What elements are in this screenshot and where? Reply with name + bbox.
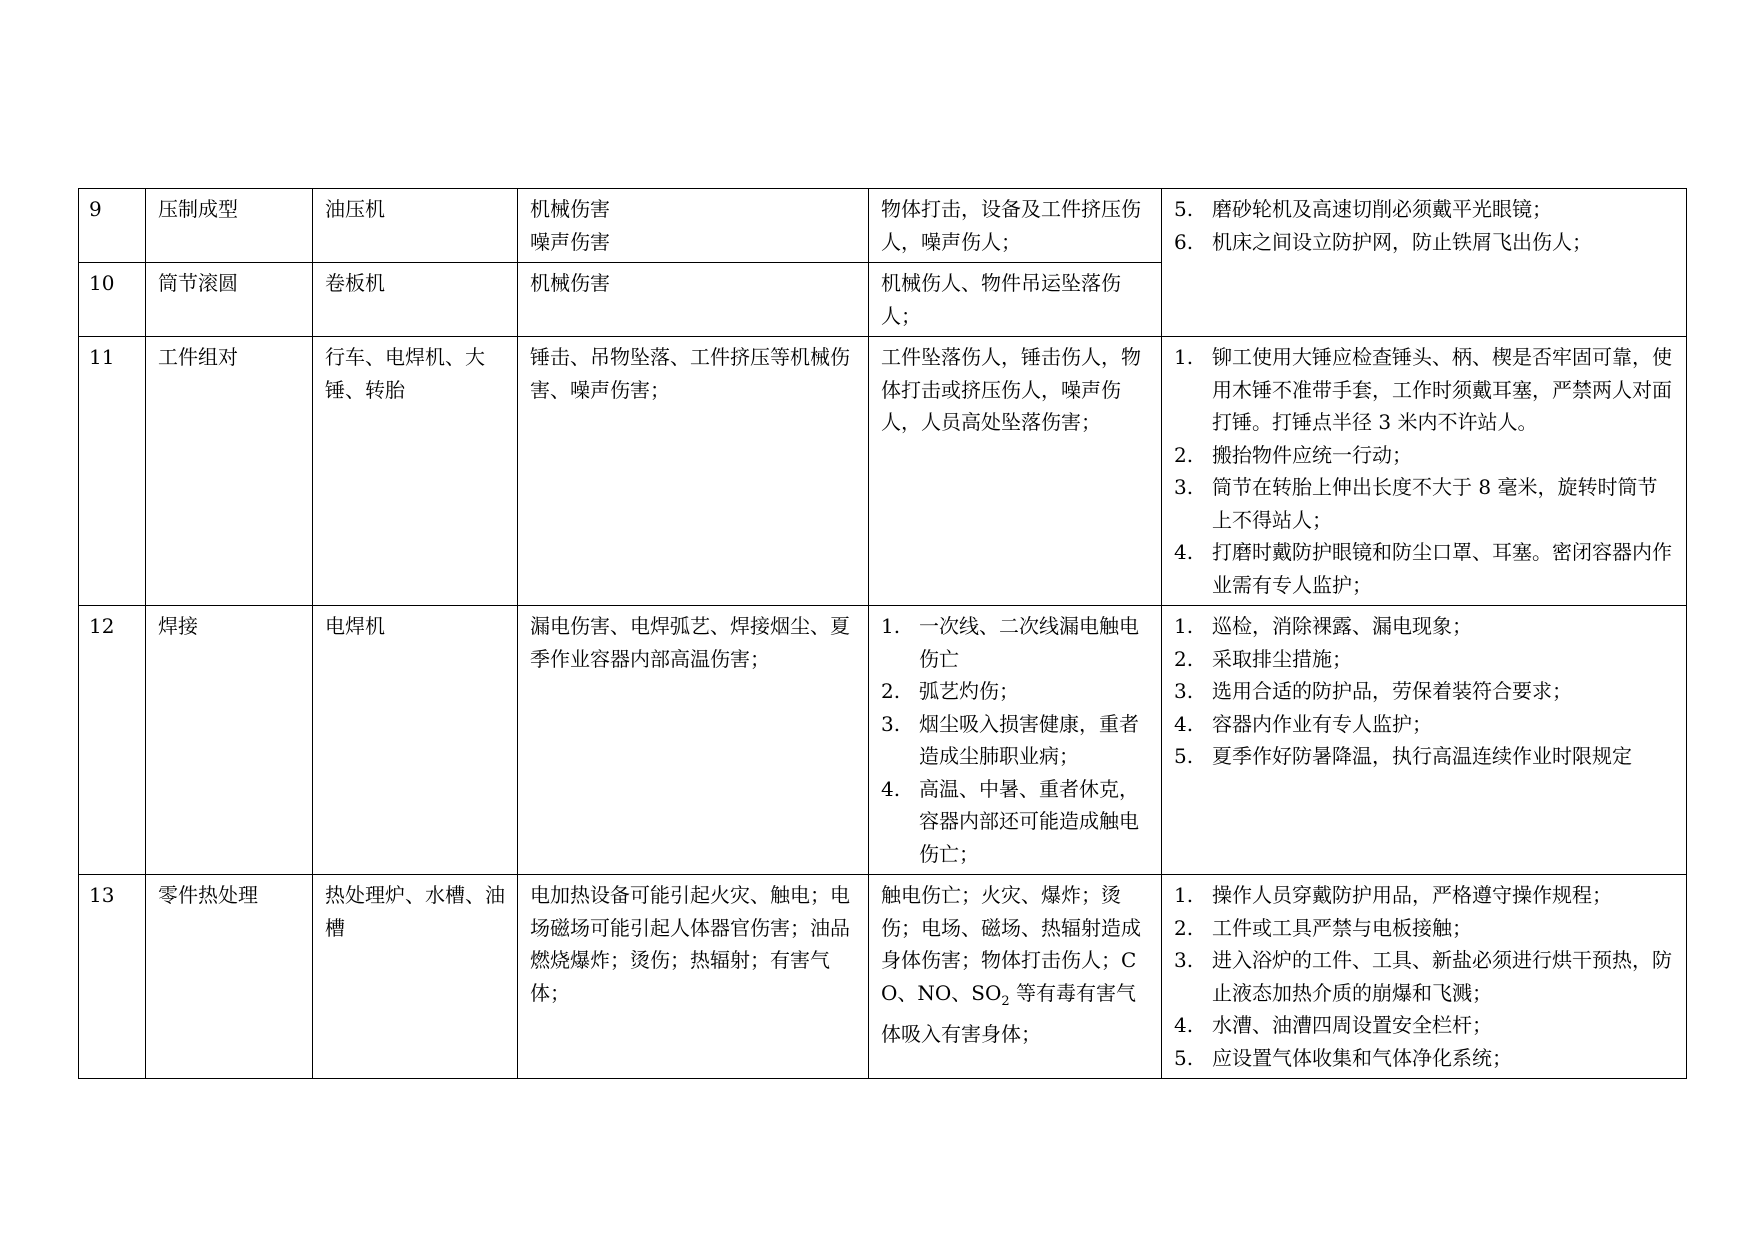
row-number: 13 (79, 875, 146, 1079)
subscript-two: 2 (1001, 993, 1010, 1009)
measure-item (1174, 643, 1676, 676)
consequence-cell (869, 875, 1162, 1079)
hazard-cell: 锤击、吊物坠落、工件挤压等机械伤害、噪声伤害； (518, 337, 869, 606)
hazard-cell: 电加热设备可能引起火灾、触电；电场磁场可能引起人体器官伤害；油品燃烧爆炸；烫伤；热辐射；有害气体； (518, 875, 869, 1079)
consequence-number: 2. (881, 679, 901, 703)
measure-text: 机床之间设立防护网，防止铁屑飞出伤人； (1212, 229, 1592, 254)
measure-number: 4. (1174, 1013, 1194, 1037)
measure-item (1174, 193, 1676, 226)
measure-text: 选用合适的防护品，劳保着装符合要求； (1212, 679, 1572, 703)
table-row (79, 337, 1687, 606)
measure-text: 铆工使用大锤应检查锤头、柄、楔是否牢固可靠，使用木锤不准带手套，工作时须戴耳塞，严禁两人对面打锤。打锤点半径 3 米内不许站人。 (1212, 345, 1672, 434)
measure-item (1174, 675, 1676, 708)
row-number: 12 (79, 606, 146, 875)
measure-text: 操作人员穿戴防护用品，严格遵守操作规程； (1212, 883, 1612, 907)
measure-text: 磨砂轮机及高速切削必须戴平光眼镜； (1212, 197, 1552, 221)
consequence-number: 3. (881, 711, 901, 736)
measure-text: 容器内作业有专人监护； (1212, 711, 1432, 736)
measure-text: 应设置气体收集和气体净化系统； (1212, 1045, 1512, 1070)
measure-item (1174, 944, 1676, 1009)
consequence-cell: 物体打击，设备及工件挤压伤人，噪声伤人； (869, 189, 1162, 263)
measure-item (1174, 610, 1676, 643)
measure-number: 2. (1174, 646, 1194, 671)
measure-text: 夏季作好防暑降温，执行高温连续作业时限规定 (1212, 744, 1632, 768)
measure-item (1174, 471, 1676, 536)
measure-text: 打磨时戴防护眼镜和防尘口罩、耳塞。密闭容器内作业需有专人监护； (1212, 540, 1672, 597)
consequence-cell: 工件坠落伤人，锤击伤人，物体打击或挤压伤人，噪声伤人，人员高处坠落伤害； (869, 337, 1162, 606)
measures-cell (1162, 189, 1687, 337)
measure-number: 2. (1174, 915, 1194, 940)
measure-item (1174, 226, 1676, 259)
measures-cell (1162, 875, 1687, 1079)
measure-item (1174, 536, 1676, 601)
measure-number: 2. (1174, 442, 1194, 467)
row-number: 10 (79, 263, 146, 337)
consequence-item (881, 708, 1151, 773)
measure-number: 5. (1174, 1045, 1194, 1070)
measure-text: 搬抬物件应统一行动； (1212, 442, 1412, 467)
equipment-cell: 卷板机 (313, 263, 518, 337)
consequence-cell: 机械伤人、物件吊运坠落伤人； (869, 263, 1162, 337)
measure-number: 3. (1174, 948, 1194, 972)
measure-number: 3. (1174, 679, 1194, 703)
measure-item (1174, 740, 1676, 773)
measure-number: 3. (1174, 475, 1194, 499)
consequence-text: 弧艺灼伤； (919, 679, 1019, 703)
process-cell: 工件组对 (146, 337, 313, 606)
measure-number: 4. (1174, 540, 1194, 564)
measure-item (1174, 439, 1676, 472)
table-row (79, 606, 1687, 875)
consequence-item (881, 610, 1151, 675)
consequence-item (881, 773, 1151, 871)
measure-number: 1. (1174, 883, 1194, 907)
measure-text: 采取排尘措施； (1212, 646, 1352, 671)
process-cell: 零件热处理 (146, 875, 313, 1079)
measure-text: 工件或工具严禁与电板接触； (1212, 915, 1472, 940)
measure-text: 进入浴炉的工件、工具、新盐必须进行烘干预热，防止液态加热介质的崩爆和飞溅； (1212, 948, 1672, 1005)
consequence-text: 高温、中暑、重者休克，容器内部还可能造成触电伤亡； (919, 776, 1139, 866)
hazard-table (78, 188, 1687, 1079)
equipment-cell: 油压机 (313, 189, 518, 263)
measure-item (1174, 1042, 1676, 1075)
measure-text: 水漕、油漕四周设置安全栏杆； (1212, 1013, 1492, 1037)
equipment-cell: 行车、电焊机、大锤、转胎 (313, 337, 518, 606)
consequence-cell (869, 606, 1162, 875)
measure-item (1174, 708, 1676, 741)
measures-cell (1162, 337, 1687, 606)
table-row (79, 189, 1687, 263)
consequence-item (881, 675, 1151, 708)
consequence-text: 触电伤亡；火灾、爆炸；烫伤；电场、磁场、热辐射造成身体伤害；物体打击伤人；CO、NO、SO (881, 883, 1141, 1005)
measure-number: 5. (1174, 744, 1194, 768)
consequence-text: 一次线、二次线漏电触电伤亡 (919, 614, 1139, 671)
table-row (79, 875, 1687, 1079)
measure-item (1174, 879, 1676, 912)
process-cell: 压制成型 (146, 189, 313, 263)
hazard-line: 噪声伤害 (530, 229, 610, 254)
measure-number: 4. (1174, 711, 1194, 736)
consequence-text: 等有毒有害气体吸入有害身体； (881, 980, 1137, 1046)
measures-cell (1162, 606, 1687, 875)
process-cell: 筒节滚圆 (146, 263, 313, 337)
measure-text: 巡检，消除裸露、漏电现象； (1212, 614, 1472, 638)
row-number: 9 (79, 189, 146, 263)
consequence-number: 4. (881, 776, 901, 801)
measure-number: 1. (1174, 614, 1194, 638)
hazard-cell (518, 189, 869, 263)
hazard-cell: 机械伤害 (518, 263, 869, 337)
consequence-number: 1. (881, 614, 901, 638)
consequence-text: 烟尘吸入损害健康，重者造成尘肺职业病； (919, 711, 1139, 768)
measure-number: 5. (1174, 197, 1194, 221)
measure-item (1174, 341, 1676, 439)
equipment-cell: 热处理炉、水槽、油槽 (313, 875, 518, 1079)
process-cell: 焊接 (146, 606, 313, 875)
measure-item (1174, 912, 1676, 945)
hazard-cell: 漏电伤害、电焊弧艺、焊接烟尘、夏季作业容器内部高温伤害； (518, 606, 869, 875)
measure-number: 6. (1174, 229, 1194, 254)
measure-item (1174, 1009, 1676, 1042)
hazard-line: 机械伤害 (530, 197, 610, 221)
equipment-cell: 电焊机 (313, 606, 518, 875)
measure-number: 1. (1174, 345, 1194, 369)
row-number: 11 (79, 337, 146, 606)
measure-text: 筒节在转胎上伸出长度不大于 8 毫米，旋转时筒节上不得站人； (1212, 475, 1658, 532)
